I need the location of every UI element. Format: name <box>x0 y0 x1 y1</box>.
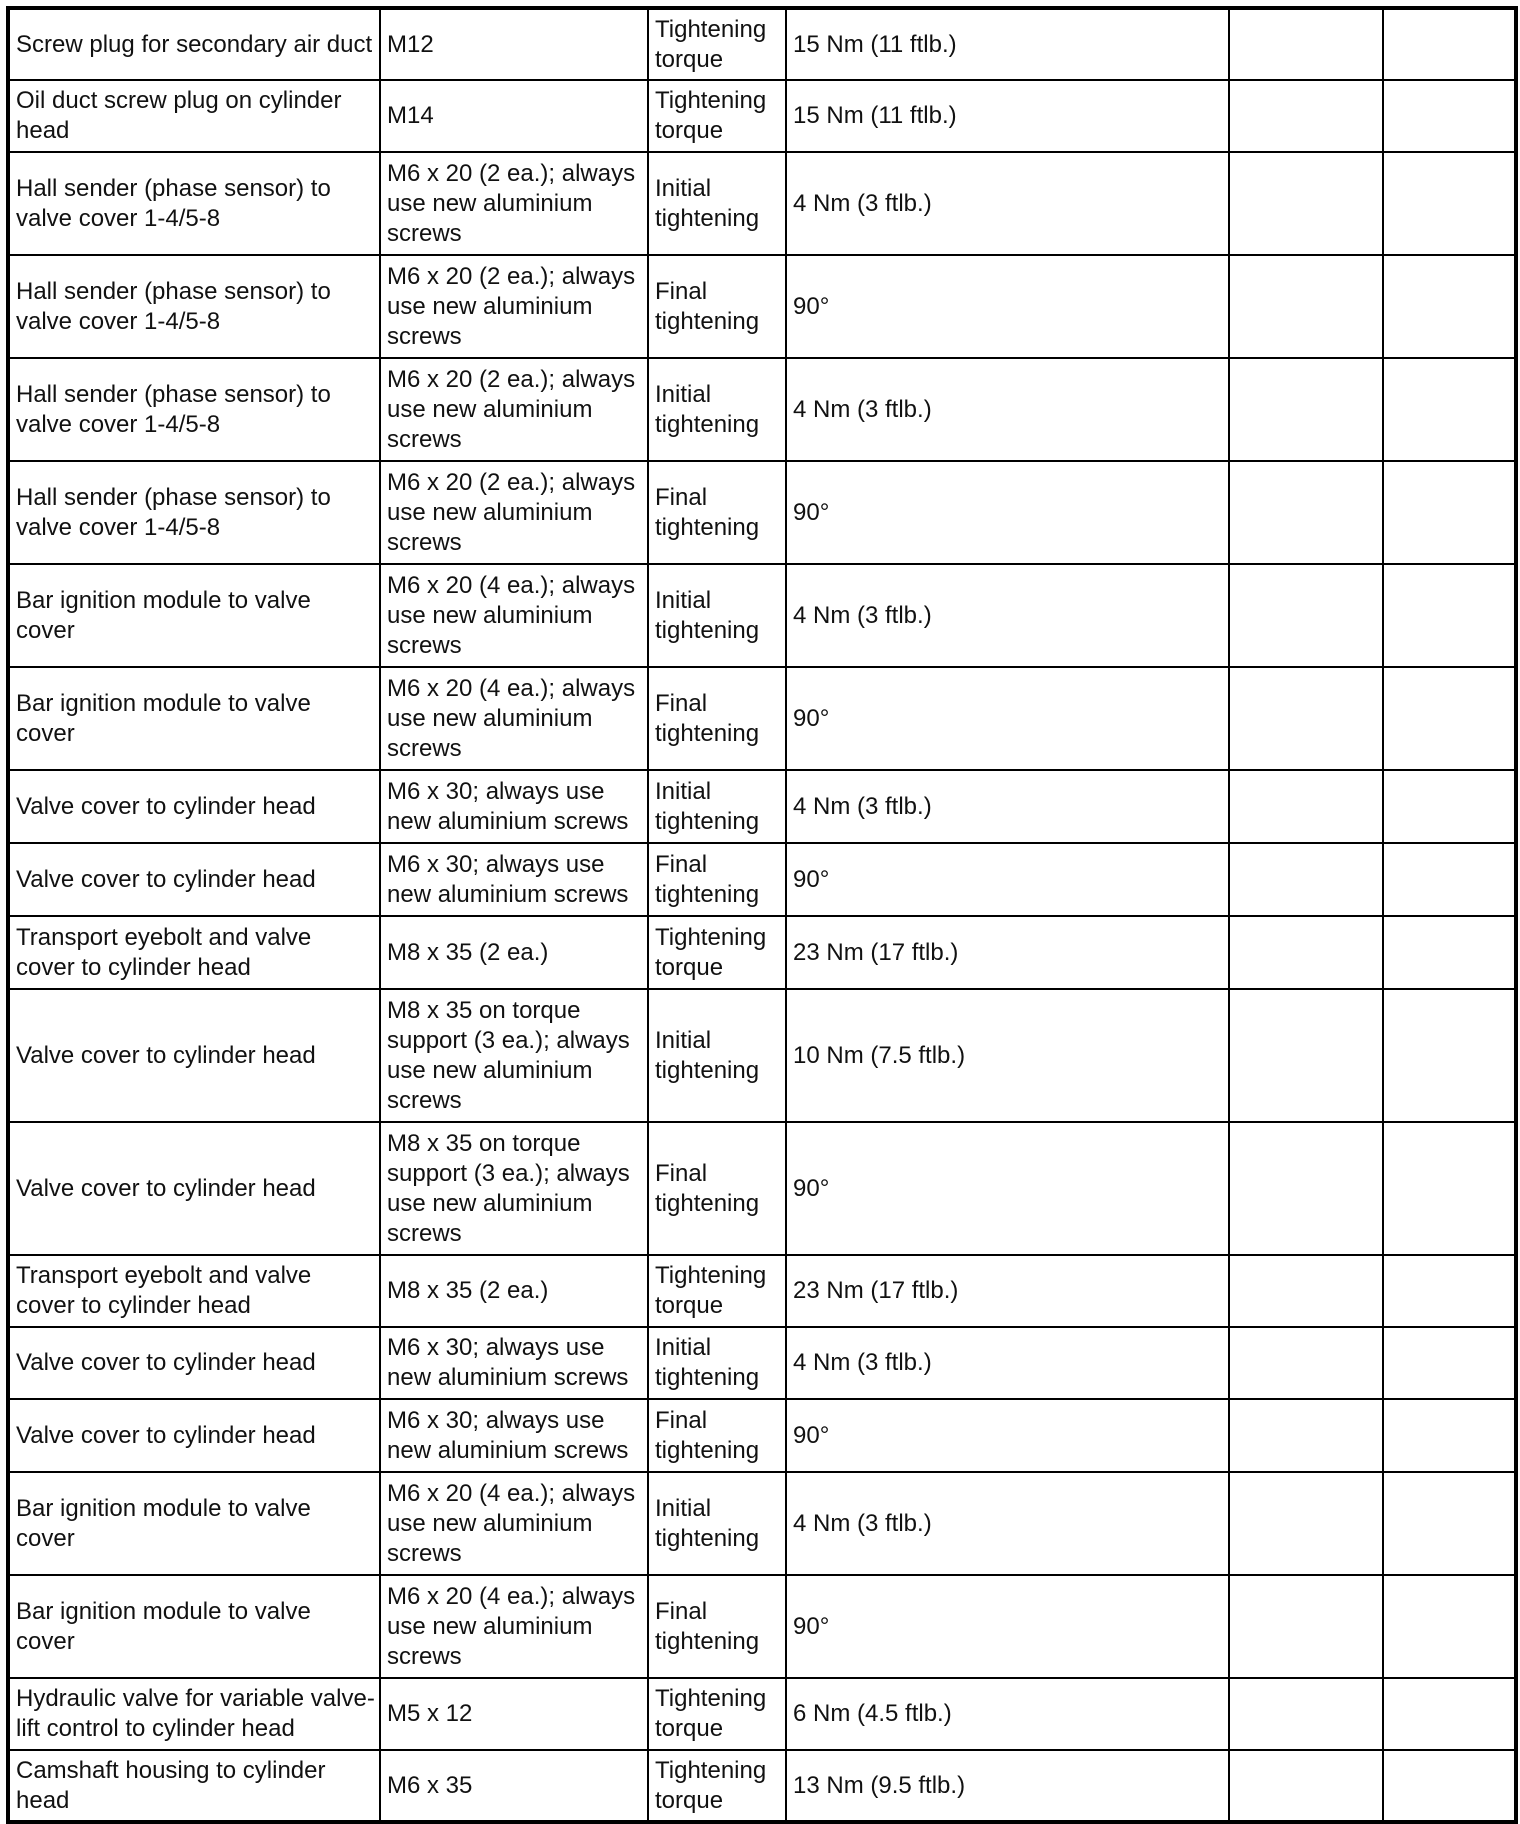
spec-cell: 15 Nm (11 ftlb.) <box>786 8 1229 80</box>
extra-cell-2 <box>1383 1575 1516 1678</box>
step-cell: Tightening torque <box>648 1750 786 1822</box>
extra-cell-2 <box>1383 1750 1516 1822</box>
component-cell: Valve cover to cylinder head <box>8 843 380 916</box>
table-row <box>8 564 1516 667</box>
step-cell: Initial tightening <box>648 989 786 1122</box>
extra-cell-2 <box>1383 843 1516 916</box>
extra-cell-1 <box>1229 1678 1383 1750</box>
table-row <box>8 1327 1516 1399</box>
torque-spec-sheet <box>6 6 1514 1824</box>
table-row <box>8 1122 1516 1255</box>
fastener-cell: M6 x 20 (2 ea.); always use new aluminium screws <box>380 255 648 358</box>
extra-cell-2 <box>1383 667 1516 770</box>
torque-spec-table <box>6 6 1518 1824</box>
extra-cell-1 <box>1229 1472 1383 1575</box>
fastener-cell: M6 x 20 (4 ea.); always use new aluminium screws <box>380 667 648 770</box>
fastener-cell: M8 x 35 on torque support (3 ea.); always use new aluminium screws <box>380 989 648 1122</box>
step-cell: Final tightening <box>648 1122 786 1255</box>
table-row <box>8 1575 1516 1678</box>
spec-cell: 90° <box>786 843 1229 916</box>
table-row <box>8 916 1516 989</box>
fastener-cell: M8 x 35 (2 ea.) <box>380 916 648 989</box>
component-cell: Valve cover to cylinder head <box>8 1122 380 1255</box>
fastener-cell: M6 x 20 (2 ea.); always use new aluminium screws <box>380 358 648 461</box>
step-cell: Initial tightening <box>648 358 786 461</box>
component-cell: Bar ignition module to valve cover <box>8 667 380 770</box>
component-cell: Bar ignition module to valve cover <box>8 1575 380 1678</box>
step-cell: Tightening torque <box>648 916 786 989</box>
component-cell: Hall sender (phase sensor) to valve cover 1-4/5-8 <box>8 255 380 358</box>
spec-cell: 4 Nm (3 ftlb.) <box>786 152 1229 255</box>
component-cell: Hydraulic valve for variable valve-lift control to cylinder head <box>8 1678 380 1750</box>
fastener-cell: M8 x 35 (2 ea.) <box>380 1255 648 1327</box>
fastener-cell: M6 x 30; always use new aluminium screws <box>380 1399 648 1472</box>
step-cell: Tightening torque <box>648 1255 786 1327</box>
extra-cell-2 <box>1383 358 1516 461</box>
fastener-cell: M6 x 35 <box>380 1750 648 1822</box>
extra-cell-1 <box>1229 1575 1383 1678</box>
step-cell: Final tightening <box>648 461 786 564</box>
spec-cell: 23 Nm (17 ftlb.) <box>786 1255 1229 1327</box>
component-cell: Oil duct screw plug on cylinder head <box>8 80 380 152</box>
extra-cell-1 <box>1229 916 1383 989</box>
extra-cell-2 <box>1383 916 1516 989</box>
extra-cell-2 <box>1383 564 1516 667</box>
fastener-cell: M6 x 20 (4 ea.); always use new aluminium screws <box>380 1472 648 1575</box>
step-cell: Initial tightening <box>648 770 786 843</box>
extra-cell-2 <box>1383 1678 1516 1750</box>
extra-cell-2 <box>1383 1472 1516 1575</box>
fastener-cell: M6 x 30; always use new aluminium screws <box>380 770 648 843</box>
spec-cell: 15 Nm (11 ftlb.) <box>786 80 1229 152</box>
table-row <box>8 358 1516 461</box>
extra-cell-1 <box>1229 564 1383 667</box>
fastener-cell: M6 x 30; always use new aluminium screws <box>380 1327 648 1399</box>
extra-cell-1 <box>1229 989 1383 1122</box>
step-cell: Initial tightening <box>648 152 786 255</box>
extra-cell-1 <box>1229 1399 1383 1472</box>
table-row <box>8 1678 1516 1750</box>
spec-cell: 90° <box>786 461 1229 564</box>
extra-cell-1 <box>1229 1327 1383 1399</box>
step-cell: Final tightening <box>648 1399 786 1472</box>
table-row <box>8 770 1516 843</box>
step-cell: Final tightening <box>648 255 786 358</box>
component-cell: Valve cover to cylinder head <box>8 1399 380 1472</box>
fastener-cell: M6 x 20 (4 ea.); always use new aluminium screws <box>380 1575 648 1678</box>
fastener-cell: M6 x 20 (4 ea.); always use new aluminium screws <box>380 564 648 667</box>
step-cell: Initial tightening <box>648 1472 786 1575</box>
extra-cell-2 <box>1383 80 1516 152</box>
table-row <box>8 843 1516 916</box>
extra-cell-1 <box>1229 152 1383 255</box>
component-cell: Transport eyebolt and valve cover to cylinder head <box>8 1255 380 1327</box>
extra-cell-1 <box>1229 1122 1383 1255</box>
spec-cell: 4 Nm (3 ftlb.) <box>786 358 1229 461</box>
extra-cell-1 <box>1229 667 1383 770</box>
table-row <box>8 255 1516 358</box>
component-cell: Hall sender (phase sensor) to valve cover 1-4/5-8 <box>8 152 380 255</box>
fastener-cell: M5 x 12 <box>380 1678 648 1750</box>
step-cell: Initial tightening <box>648 564 786 667</box>
extra-cell-1 <box>1229 80 1383 152</box>
step-cell: Final tightening <box>648 1575 786 1678</box>
component-cell: Hall sender (phase sensor) to valve cover 1-4/5-8 <box>8 358 380 461</box>
table-row <box>8 1255 1516 1327</box>
fastener-cell: M6 x 20 (2 ea.); always use new aluminium screws <box>380 461 648 564</box>
step-cell: Initial tightening <box>648 1327 786 1399</box>
component-cell: Hall sender (phase sensor) to valve cover 1-4/5-8 <box>8 461 380 564</box>
component-cell: Bar ignition module to valve cover <box>8 564 380 667</box>
spec-cell: 4 Nm (3 ftlb.) <box>786 564 1229 667</box>
extra-cell-1 <box>1229 1750 1383 1822</box>
component-cell: Screw plug for secondary air duct <box>8 8 380 80</box>
component-cell: Bar ignition module to valve cover <box>8 1472 380 1575</box>
step-cell: Tightening torque <box>648 1678 786 1750</box>
extra-cell-2 <box>1383 255 1516 358</box>
table-row <box>8 152 1516 255</box>
extra-cell-1 <box>1229 843 1383 916</box>
fastener-cell: M8 x 35 on torque support (3 ea.); always use new aluminium screws <box>380 1122 648 1255</box>
extra-cell-1 <box>1229 8 1383 80</box>
spec-cell: 90° <box>786 255 1229 358</box>
spec-cell: 4 Nm (3 ftlb.) <box>786 1472 1229 1575</box>
extra-cell-2 <box>1383 1255 1516 1327</box>
table-body <box>8 8 1516 1822</box>
extra-cell-2 <box>1383 8 1516 80</box>
step-cell: Tightening torque <box>648 80 786 152</box>
extra-cell-2 <box>1383 1122 1516 1255</box>
spec-cell: 10 Nm (7.5 ftlb.) <box>786 989 1229 1122</box>
spec-cell: 90° <box>786 1575 1229 1678</box>
spec-cell: 90° <box>786 1122 1229 1255</box>
spec-cell: 4 Nm (3 ftlb.) <box>786 1327 1229 1399</box>
component-cell: Valve cover to cylinder head <box>8 989 380 1122</box>
component-cell: Valve cover to cylinder head <box>8 770 380 843</box>
spec-cell: 13 Nm (9.5 ftlb.) <box>786 1750 1229 1822</box>
extra-cell-2 <box>1383 1399 1516 1472</box>
table-row <box>8 80 1516 152</box>
extra-cell-2 <box>1383 770 1516 843</box>
spec-cell: 90° <box>786 1399 1229 1472</box>
extra-cell-1 <box>1229 1255 1383 1327</box>
table-row <box>8 8 1516 80</box>
fastener-cell: M6 x 20 (2 ea.); always use new aluminium screws <box>380 152 648 255</box>
fastener-cell: M14 <box>380 80 648 152</box>
table-row <box>8 1472 1516 1575</box>
component-cell: Valve cover to cylinder head <box>8 1327 380 1399</box>
step-cell: Final tightening <box>648 667 786 770</box>
component-cell: Transport eyebolt and valve cover to cylinder head <box>8 916 380 989</box>
fastener-cell: M6 x 30; always use new aluminium screws <box>380 843 648 916</box>
extra-cell-2 <box>1383 989 1516 1122</box>
extra-cell-1 <box>1229 770 1383 843</box>
table-row <box>8 1750 1516 1822</box>
step-cell: Tightening torque <box>648 8 786 80</box>
extra-cell-2 <box>1383 152 1516 255</box>
table-row <box>8 667 1516 770</box>
step-cell: Final tightening <box>648 843 786 916</box>
extra-cell-1 <box>1229 461 1383 564</box>
extra-cell-2 <box>1383 461 1516 564</box>
table-row <box>8 461 1516 564</box>
component-cell: Camshaft housing to cylinder head <box>8 1750 380 1822</box>
extra-cell-2 <box>1383 1327 1516 1399</box>
spec-cell: 4 Nm (3 ftlb.) <box>786 770 1229 843</box>
table-row <box>8 989 1516 1122</box>
extra-cell-1 <box>1229 255 1383 358</box>
table-row <box>8 1399 1516 1472</box>
spec-cell: 23 Nm (17 ftlb.) <box>786 916 1229 989</box>
extra-cell-1 <box>1229 358 1383 461</box>
spec-cell: 6 Nm (4.5 ftlb.) <box>786 1678 1229 1750</box>
fastener-cell: M12 <box>380 8 648 80</box>
spec-cell: 90° <box>786 667 1229 770</box>
